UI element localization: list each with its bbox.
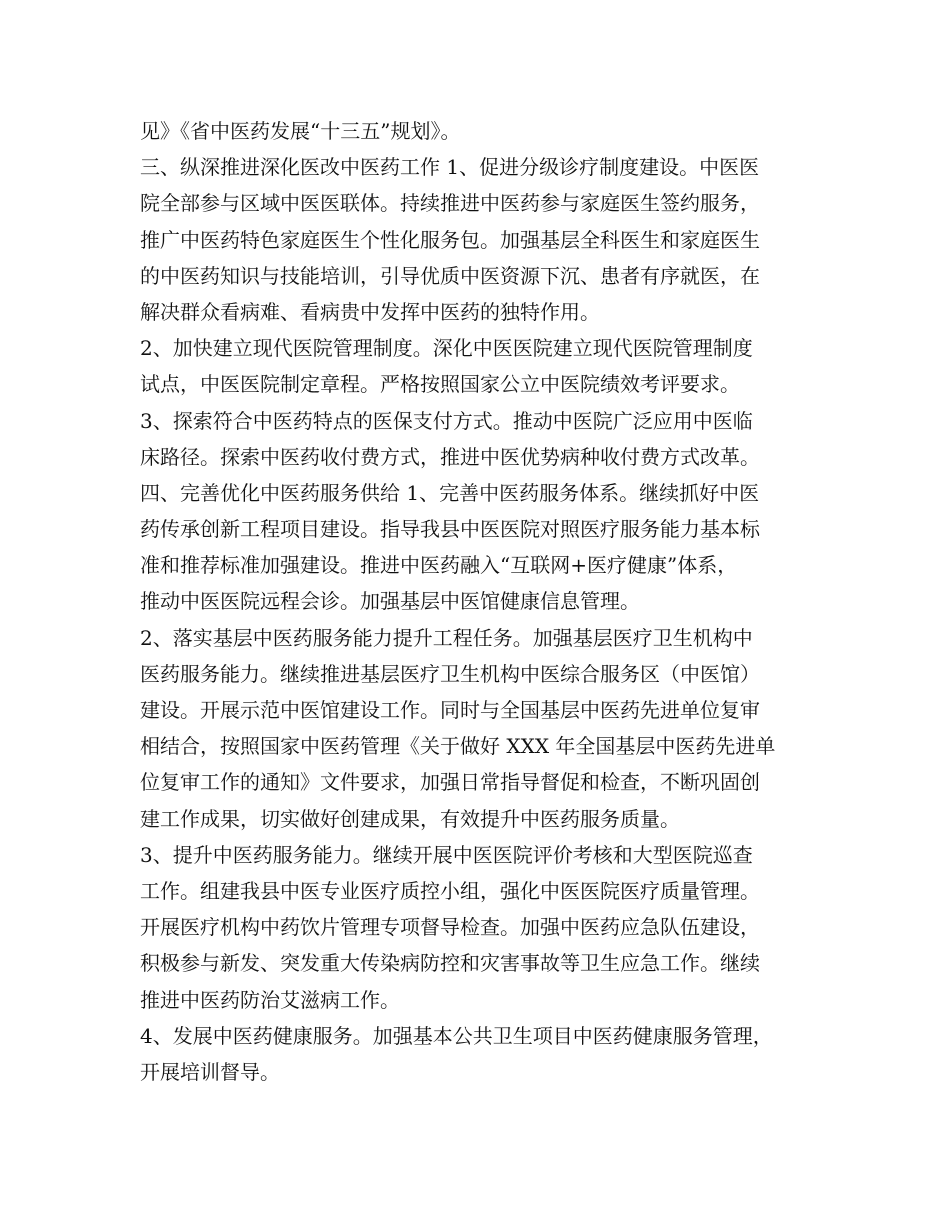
text-line: 推广中医药特色家庭医生个性化服务包。加强基层全科医生和家庭医生 (140, 227, 760, 252)
text-line: 四、完善优化中医药服务供给 1、完善中医药服务体系。继续抓好中医 (140, 480, 760, 505)
text-line: 积极参与新发、突发重大传染病防控和灾害事故等卫生应急工作。继续 (140, 951, 760, 976)
text-line: 药传承创新工程项目建设。指导我县中医医院对照医疗服务能力基本标 (140, 517, 760, 542)
text-line: 建工作成果，切实做好创建成果，有效提升中医药服务质量。 (140, 806, 680, 831)
text-line: 2、加快建立现代医院管理制度。深化中医医院建立现代医院管理制度 (140, 336, 753, 361)
text-line: 院全部参与区域中医医联体。持续推进中医药参与家庭医生签约服务， (140, 191, 760, 216)
text-line: 位复审工作的通知》文件要求，加强日常指导督促和检查，不断巩固创 (140, 770, 760, 795)
text-line: 医药服务能力。继续推进基层医疗卫生机构中医综合服务区（中医馆） (140, 661, 760, 686)
text-line: 试点，中医医院制定章程。严格按照国家公立中医院绩效考评要求。 (140, 372, 740, 397)
text-line: 2、落实基层中医药服务能力提升工程任务。加强基层医疗卫生机构中 (140, 625, 753, 650)
text-line: 3、探索符合中医药特点的医保支付方式。推动中医院广泛应用中医临 (140, 408, 753, 433)
text-line: 建设。开展示范中医馆建设工作。同时与全国基层中医药先进单位复审 (140, 698, 760, 722)
text-line: 的中医药知识与技能培训，引导优质中医资源下沉、患者有序就医，在 (140, 263, 760, 288)
text-line: 开展培训督导。 (140, 1059, 280, 1084)
text-line: 3、提升中医药服务能力。继续开展中医医院评价考核和大型医院巡查 (140, 842, 753, 867)
text-line: 推进中医药防治艾滋病工作。 (140, 987, 400, 1012)
text-line: 三、纵深推进深化医改中医药工作 1、促进分级诊疗制度建设。中医医 (140, 155, 760, 180)
text-line: 4、发展中医药健康服务。加强基本公共卫生项目中医药健康服务管理， (140, 1023, 773, 1048)
document-body (140, 113, 840, 1090)
text-line: 见》《省中医药发展“十三五”规划》。 (140, 119, 461, 143)
text-line: 工作。组建我县中医专业医疗质控小组，强化中医医院医疗质量管理。 (140, 878, 760, 903)
text-line: 开展医疗机构中药饮片管理专项督导检查。加强中医药应急队伍建设， (140, 915, 760, 940)
text-line: 相结合，按照国家中医药管理《关于做好 XXX 年全国基层中医药先进单 (140, 734, 776, 759)
text-line: 解决群众看病难、看病贵中发挥中医药的独特作用。 (140, 299, 600, 324)
text-line: 推动中医医院远程会诊。加强基层中医馆健康信息管理。 (140, 589, 640, 614)
text-line: 准和推荐标准加强建设。推进中医药融入“互联网+医疗健康”体系， (140, 553, 738, 578)
text-line: 床路径。探索中医药收付费方式，推进中医优势病种收付费方式改革。 (140, 444, 760, 469)
